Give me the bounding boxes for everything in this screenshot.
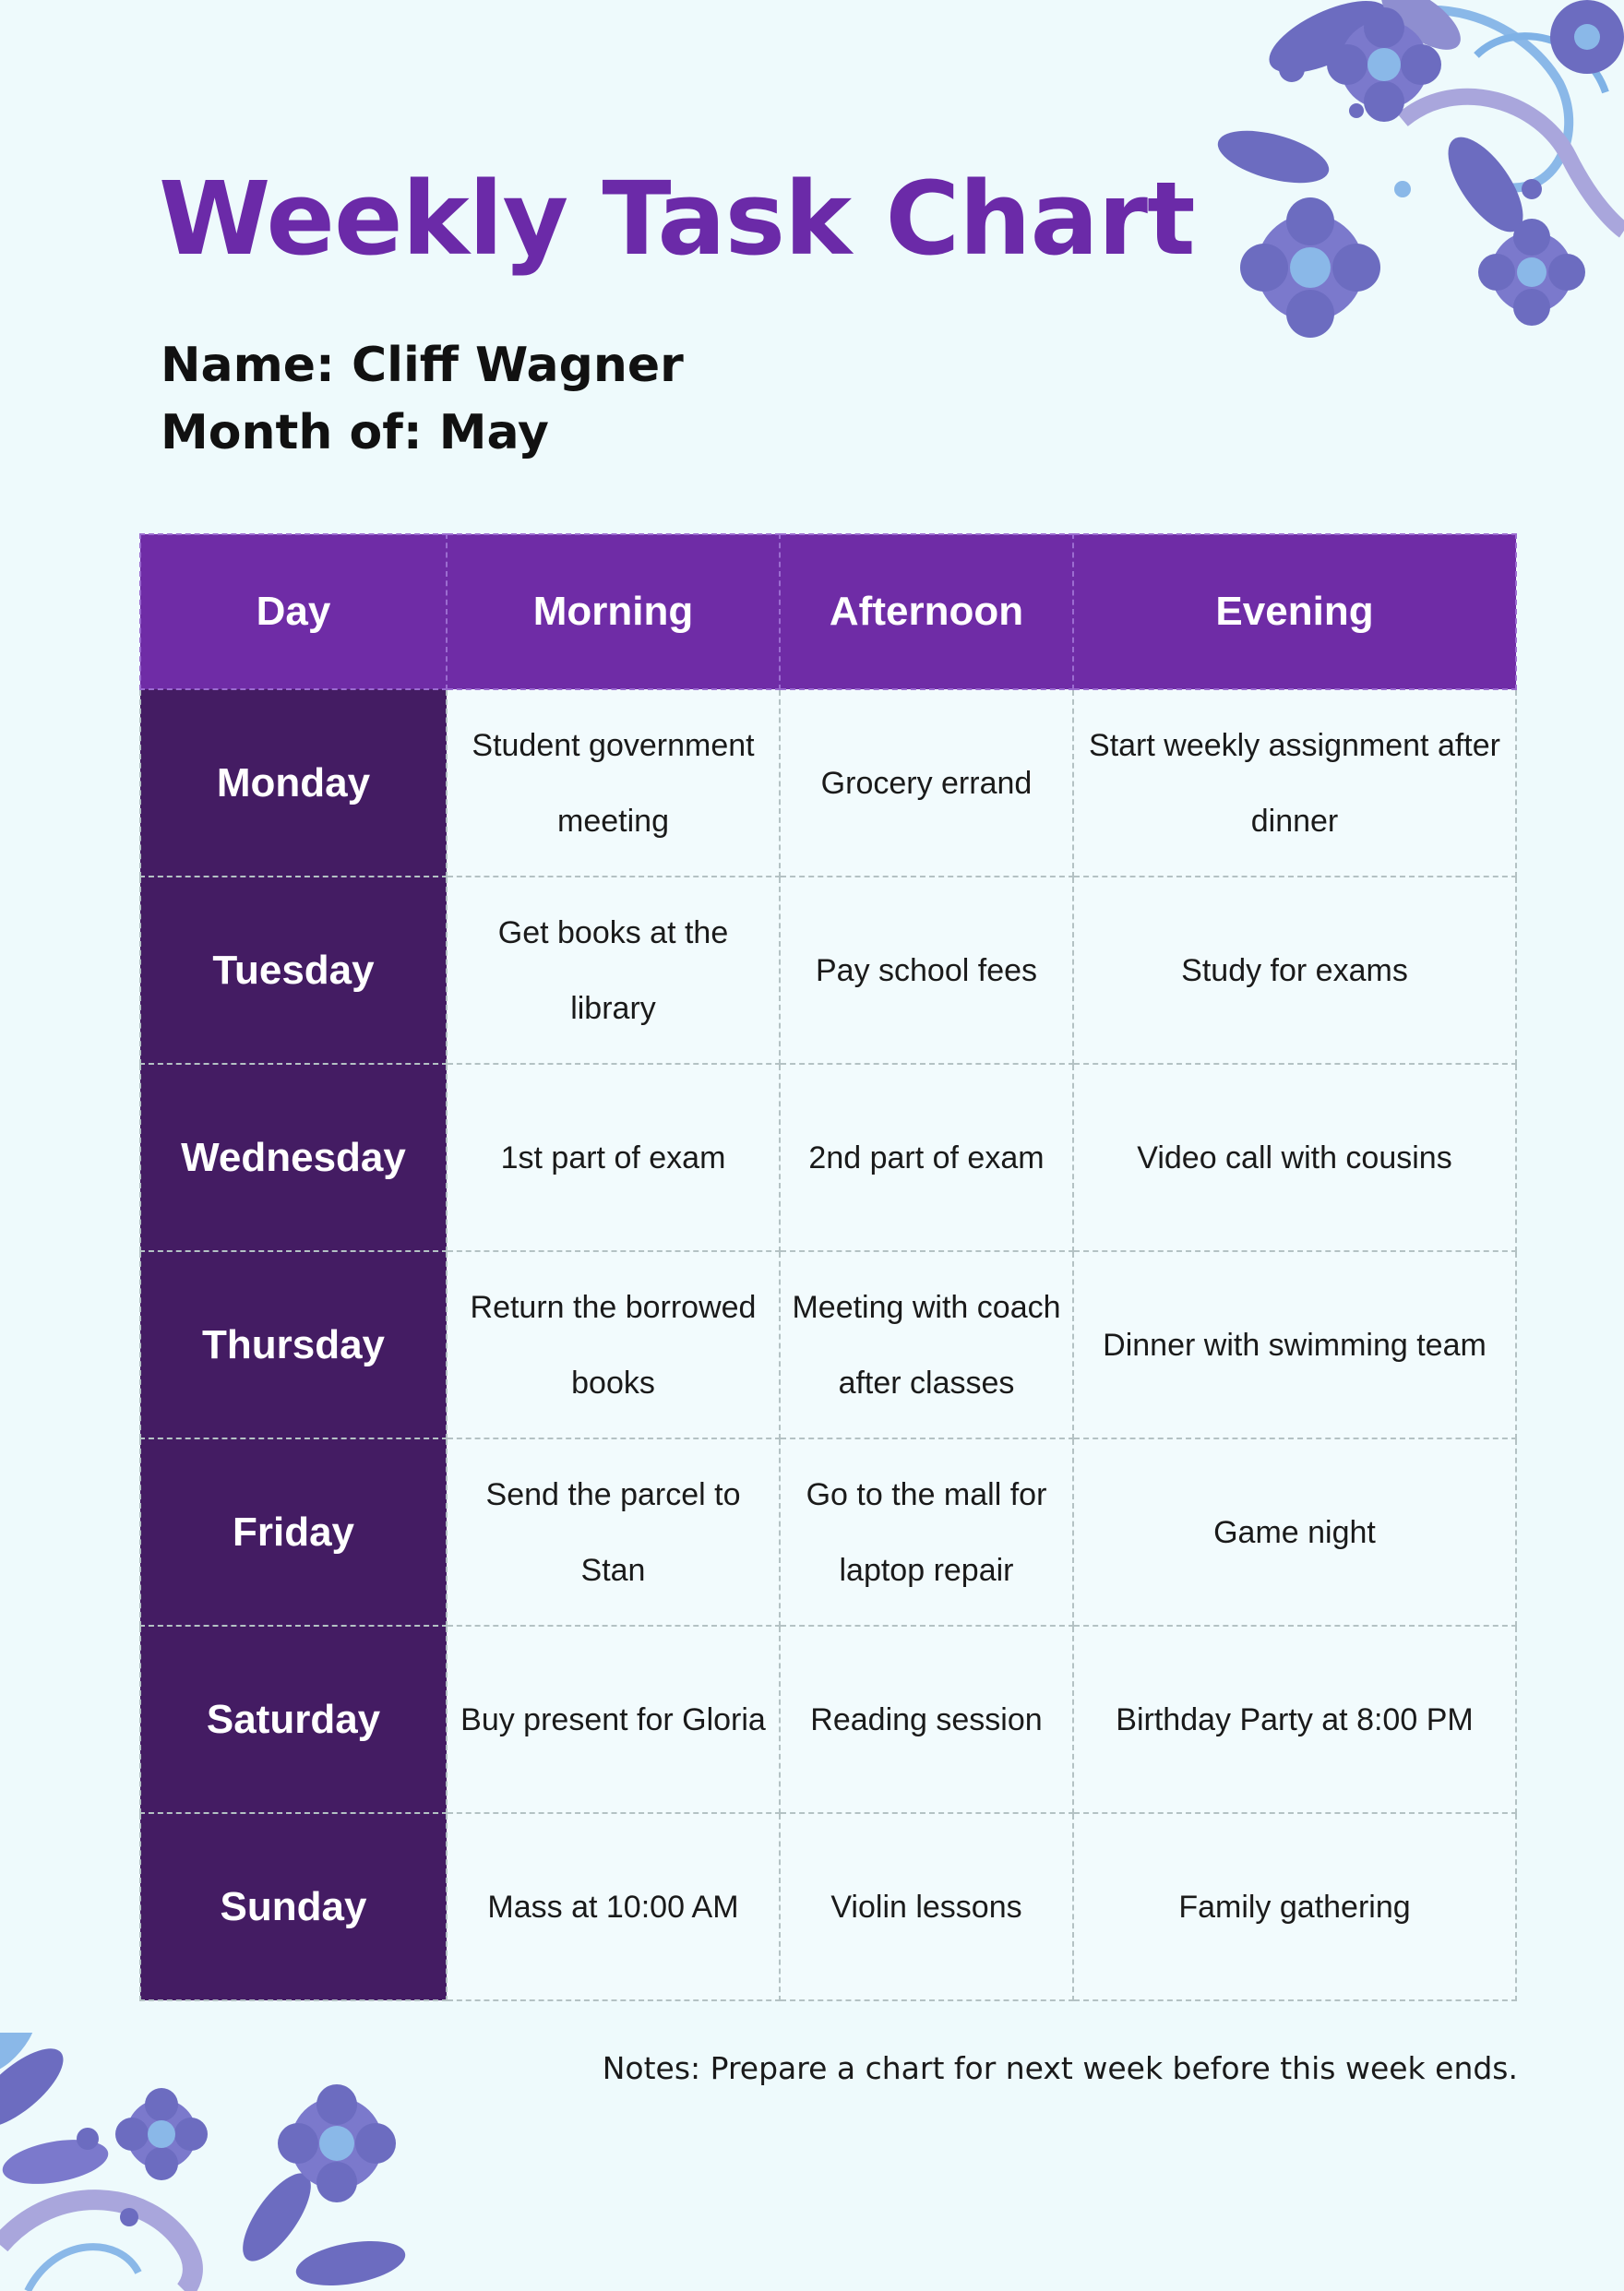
- header-afternoon: Afternoon: [780, 534, 1073, 689]
- header-day: Day: [140, 534, 447, 689]
- table-row: [140, 1251, 1516, 1438]
- evening-cell: Video call with cousins: [1073, 1064, 1516, 1251]
- morning-cell: Send the parcel to Stan: [447, 1438, 780, 1626]
- morning-cell: Get books at the library: [447, 877, 780, 1064]
- table-row: [140, 877, 1516, 1064]
- day-cell: Tuesday: [140, 877, 447, 1064]
- morning-cell: Mass at 10:00 AM: [447, 1813, 780, 2000]
- header-evening: Evening: [1073, 534, 1516, 689]
- day-cell: Friday: [140, 1438, 447, 1626]
- morning-cell: Return the borrowed books: [447, 1251, 780, 1438]
- table-row: [140, 689, 1516, 877]
- table-row: [140, 1626, 1516, 1813]
- afternoon-cell: Meeting with coach after classes: [780, 1251, 1073, 1438]
- morning-cell: 1st part of exam: [447, 1064, 780, 1251]
- day-cell: Sunday: [140, 1813, 447, 2000]
- evening-cell: Study for exams: [1073, 877, 1516, 1064]
- evening-cell: Family gathering: [1073, 1813, 1516, 2000]
- evening-cell: Birthday Party at 8:00 PM: [1073, 1626, 1516, 1813]
- floral-decoration-top-right: [1126, 0, 1624, 351]
- day-cell: Saturday: [140, 1626, 447, 1813]
- afternoon-cell: Violin lessons: [780, 1813, 1073, 2000]
- table-header-row: [140, 534, 1516, 689]
- afternoon-cell: Reading session: [780, 1626, 1073, 1813]
- name-line: Name: Cliff Wagner: [161, 338, 684, 393]
- evening-cell: Dinner with swimming team: [1073, 1251, 1516, 1438]
- afternoon-cell: 2nd part of exam: [780, 1064, 1073, 1251]
- morning-cell: Buy present for Gloria: [447, 1626, 780, 1813]
- table-row: [140, 1064, 1516, 1251]
- evening-cell: Start weekly assignment after dinner: [1073, 689, 1516, 877]
- notes-text: Notes: Prepare a chart for next week before this week ends.: [602, 2050, 1518, 2086]
- afternoon-cell: Go to the mall for laptop repair: [780, 1438, 1073, 1626]
- afternoon-cell: Pay school fees: [780, 877, 1073, 1064]
- table-row: [140, 1438, 1516, 1626]
- header-morning: Morning: [447, 534, 780, 689]
- day-cell: Thursday: [140, 1251, 447, 1438]
- chart-meta: [161, 332, 684, 467]
- day-cell: Monday: [140, 689, 447, 877]
- day-cell: Wednesday: [140, 1064, 447, 1251]
- floral-decoration-bottom-left: [0, 2033, 424, 2291]
- evening-cell: Game night: [1073, 1438, 1516, 1626]
- weekly-task-table: [139, 533, 1517, 2001]
- page-title: Weekly Task Chart: [159, 160, 1195, 278]
- morning-cell: Student government meeting: [447, 689, 780, 877]
- table-row: [140, 1813, 1516, 2000]
- month-line: Month of: May: [161, 405, 549, 460]
- afternoon-cell: Grocery errand: [780, 689, 1073, 877]
